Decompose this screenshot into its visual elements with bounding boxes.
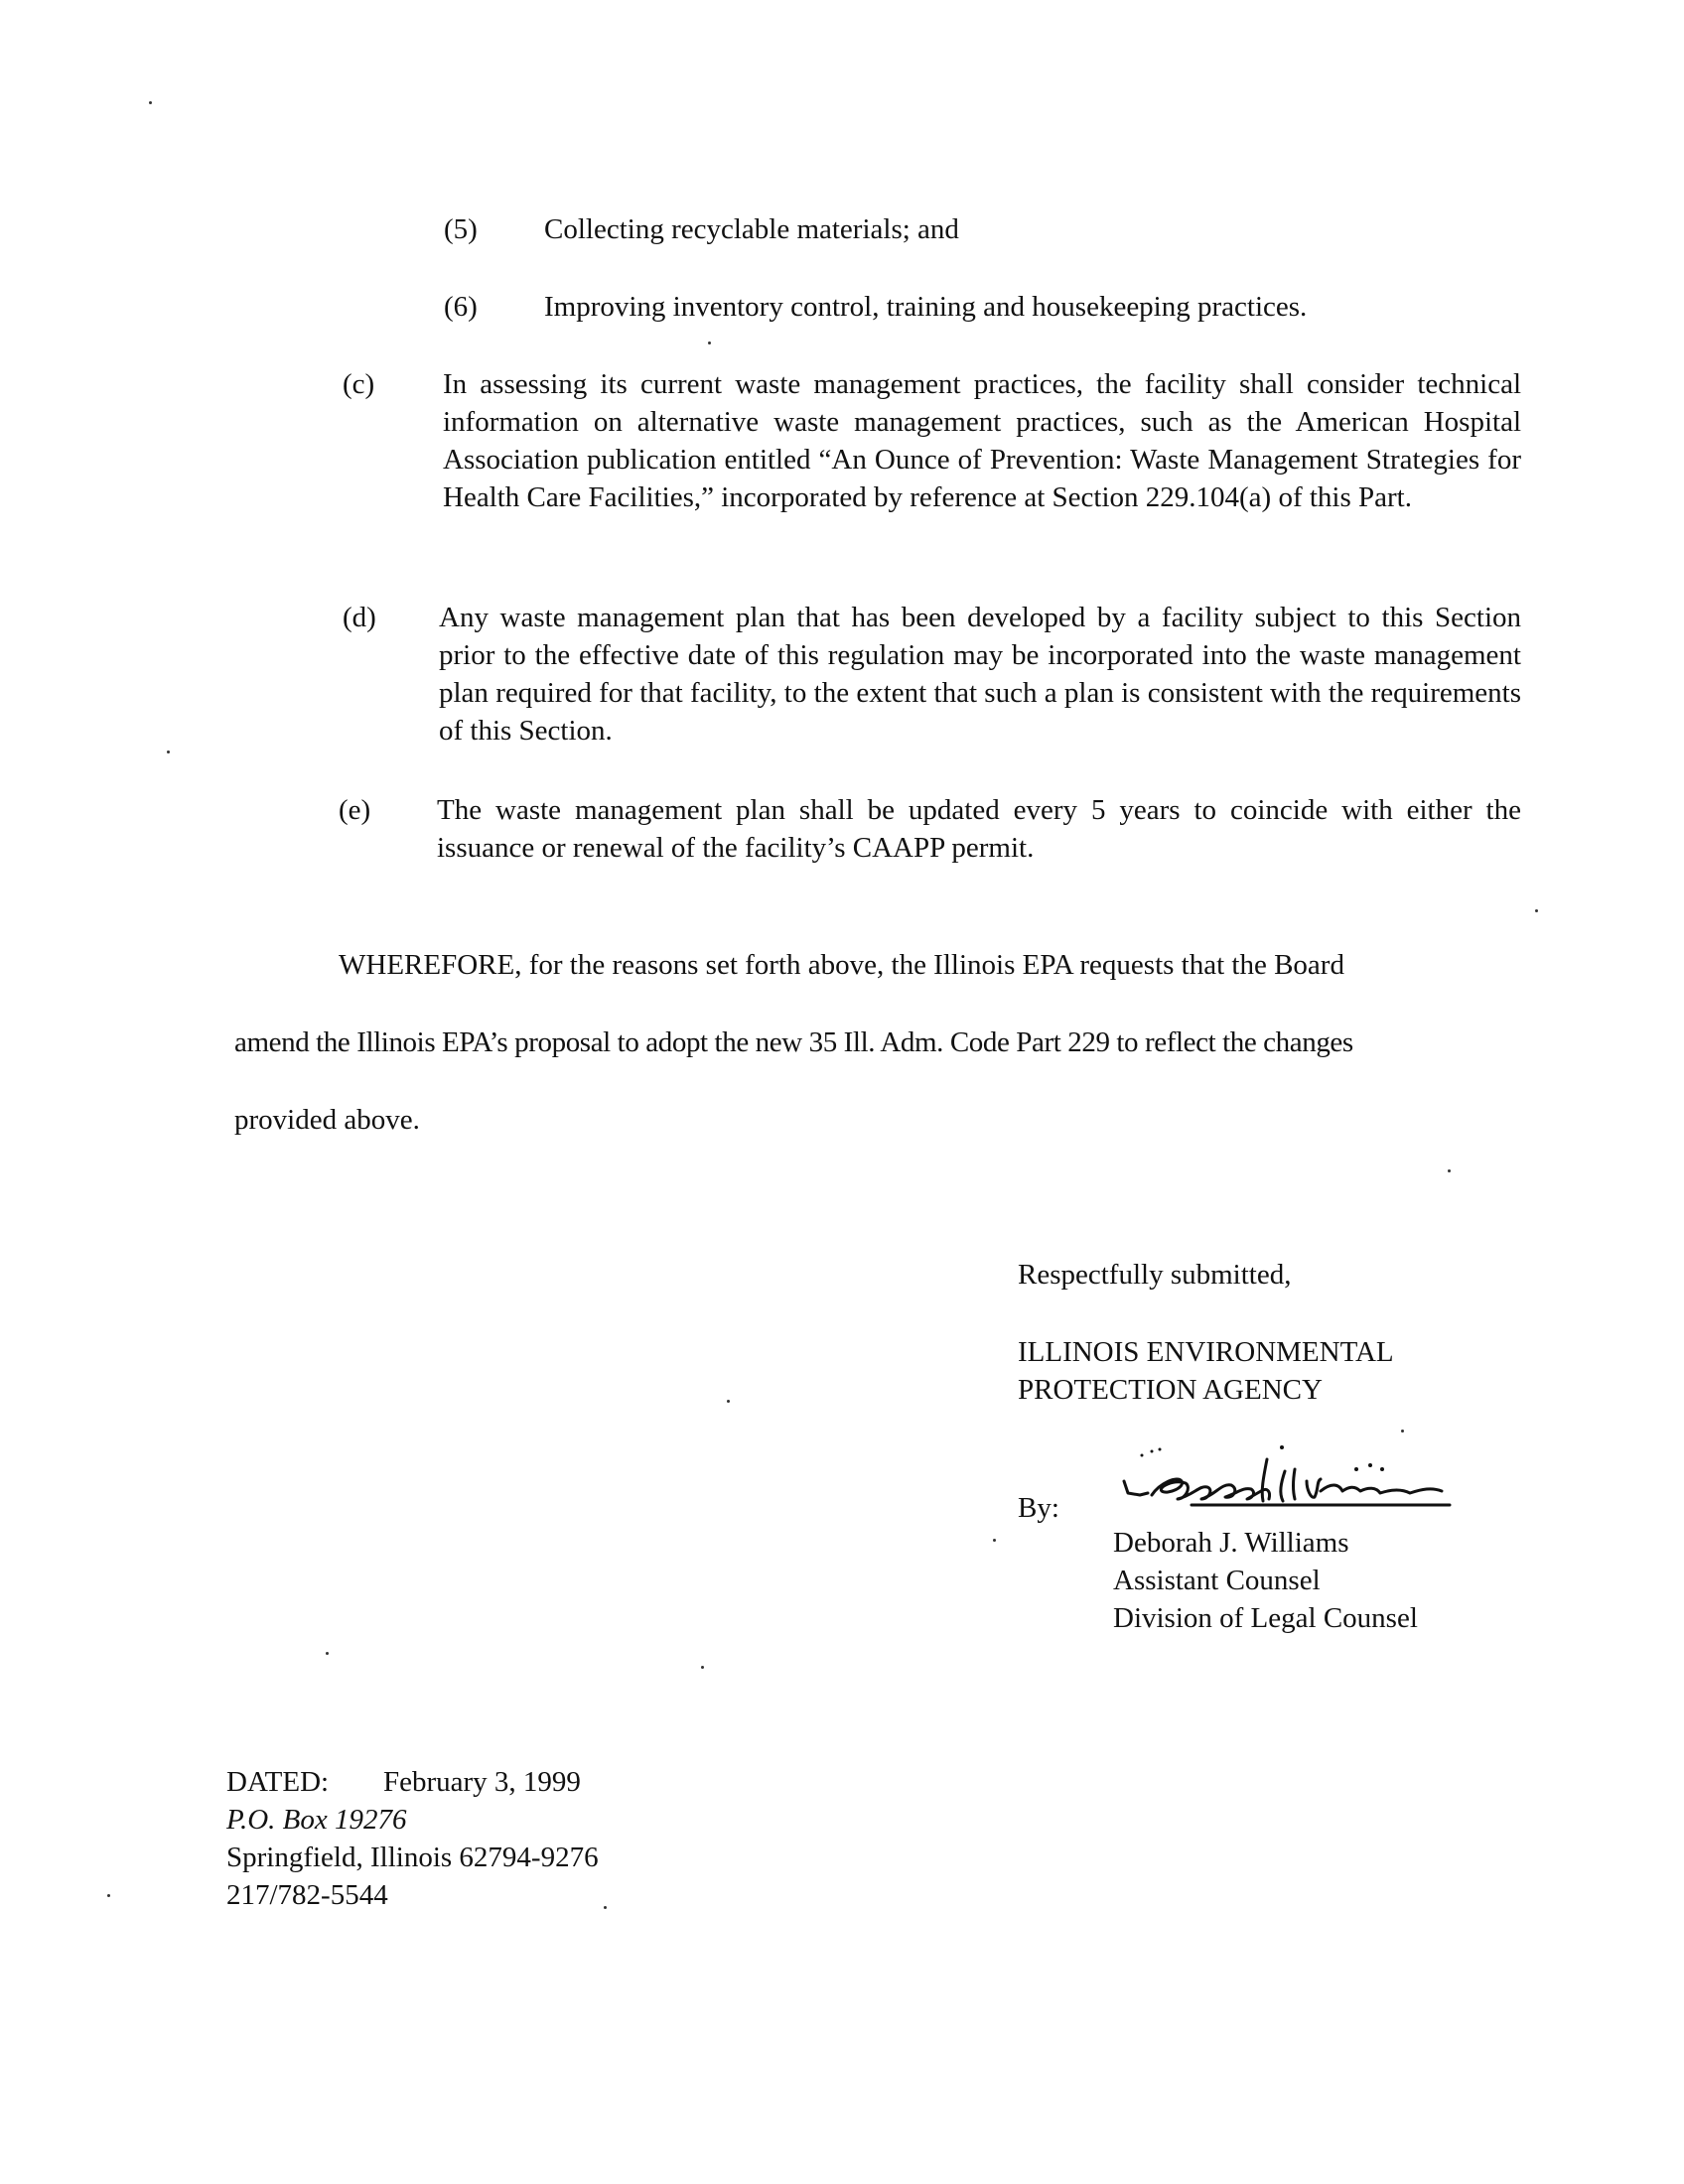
section-c-label: (c) (343, 368, 375, 400)
dated-label: DATED: (226, 1766, 330, 1798)
section-e-text: The waste management plan shall be updated every 5 years to coincide with either the issuance or renewal of the facility’s CAAPP permit. (437, 794, 1521, 864)
scan-speck (149, 101, 152, 104)
scan-speck (1401, 1430, 1404, 1433)
scan-speck (167, 751, 170, 753)
scan-speck (993, 1539, 996, 1542)
dated-value: February 3, 1999 (383, 1766, 581, 1798)
scan-speck (1448, 1169, 1451, 1172)
phone-number: 217/782-5544 (226, 1879, 388, 1911)
wherefore-line-1: WHEREFORE, for the reasons set forth above, the Illinois EPA requests that the Board (339, 949, 1344, 981)
scan-speck (604, 1906, 607, 1909)
scan-speck (708, 341, 711, 344)
po-box: P.O. Box 19276 (226, 1804, 407, 1836)
section-e-label: (e) (339, 794, 371, 826)
list-item-5-label: (5) (444, 213, 478, 245)
scan-speck (1535, 909, 1538, 912)
wherefore-line-2: amend the Illinois EPA’s proposal to adopt the new 35 Ill. Adm. Code Part 229 to reflect the changes (234, 1026, 1353, 1058)
agency-line-2: PROTECTION AGENCY (1018, 1374, 1323, 1406)
wherefore-line-3: provided above. (234, 1104, 420, 1136)
section-c-text: In assessing its current waste management practices, the facility shall consider technical information on alternative waste management practices, such as the American Hospital Association publication entitled “An Ounce of Prevention: Waste Management Strategies for Health Care Facilities,” incorporated by reference at Section 229.104(a) of this Part. (443, 368, 1521, 513)
closing: Respectfully submitted, (1018, 1259, 1292, 1291)
list-item-6-text: Improving inventory control, training and housekeeping practices. (544, 291, 1308, 323)
section-d-text: Any waste management plan that has been developed by a facility subject to this Section prior to the effective date of this regulation may be incorporated into the waste management plan required for that facility, to the extent that such a plan is consistent with the requirements of this Section. (439, 602, 1521, 747)
scan-speck (326, 1652, 329, 1655)
signer-name: Deborah J. Williams (1113, 1527, 1349, 1559)
scan-speck (727, 1400, 730, 1403)
signer-division: Division of Legal Counsel (1113, 1602, 1418, 1634)
list-item-5-text: Collecting recyclable materials; and (544, 213, 959, 245)
handwritten-signature (1082, 1430, 1638, 1524)
signer-title: Assistant Counsel (1113, 1565, 1321, 1596)
section-d-label: (d) (343, 602, 376, 633)
city-address: Springfield, Illinois 62794-9276 (226, 1842, 599, 1873)
scan-speck (107, 1894, 110, 1897)
list-item-6-label: (6) (444, 291, 478, 323)
agency-line-1: ILLINOIS ENVIRONMENTAL (1018, 1336, 1394, 1368)
by-label: By: (1018, 1492, 1059, 1524)
scan-speck (701, 1666, 704, 1669)
